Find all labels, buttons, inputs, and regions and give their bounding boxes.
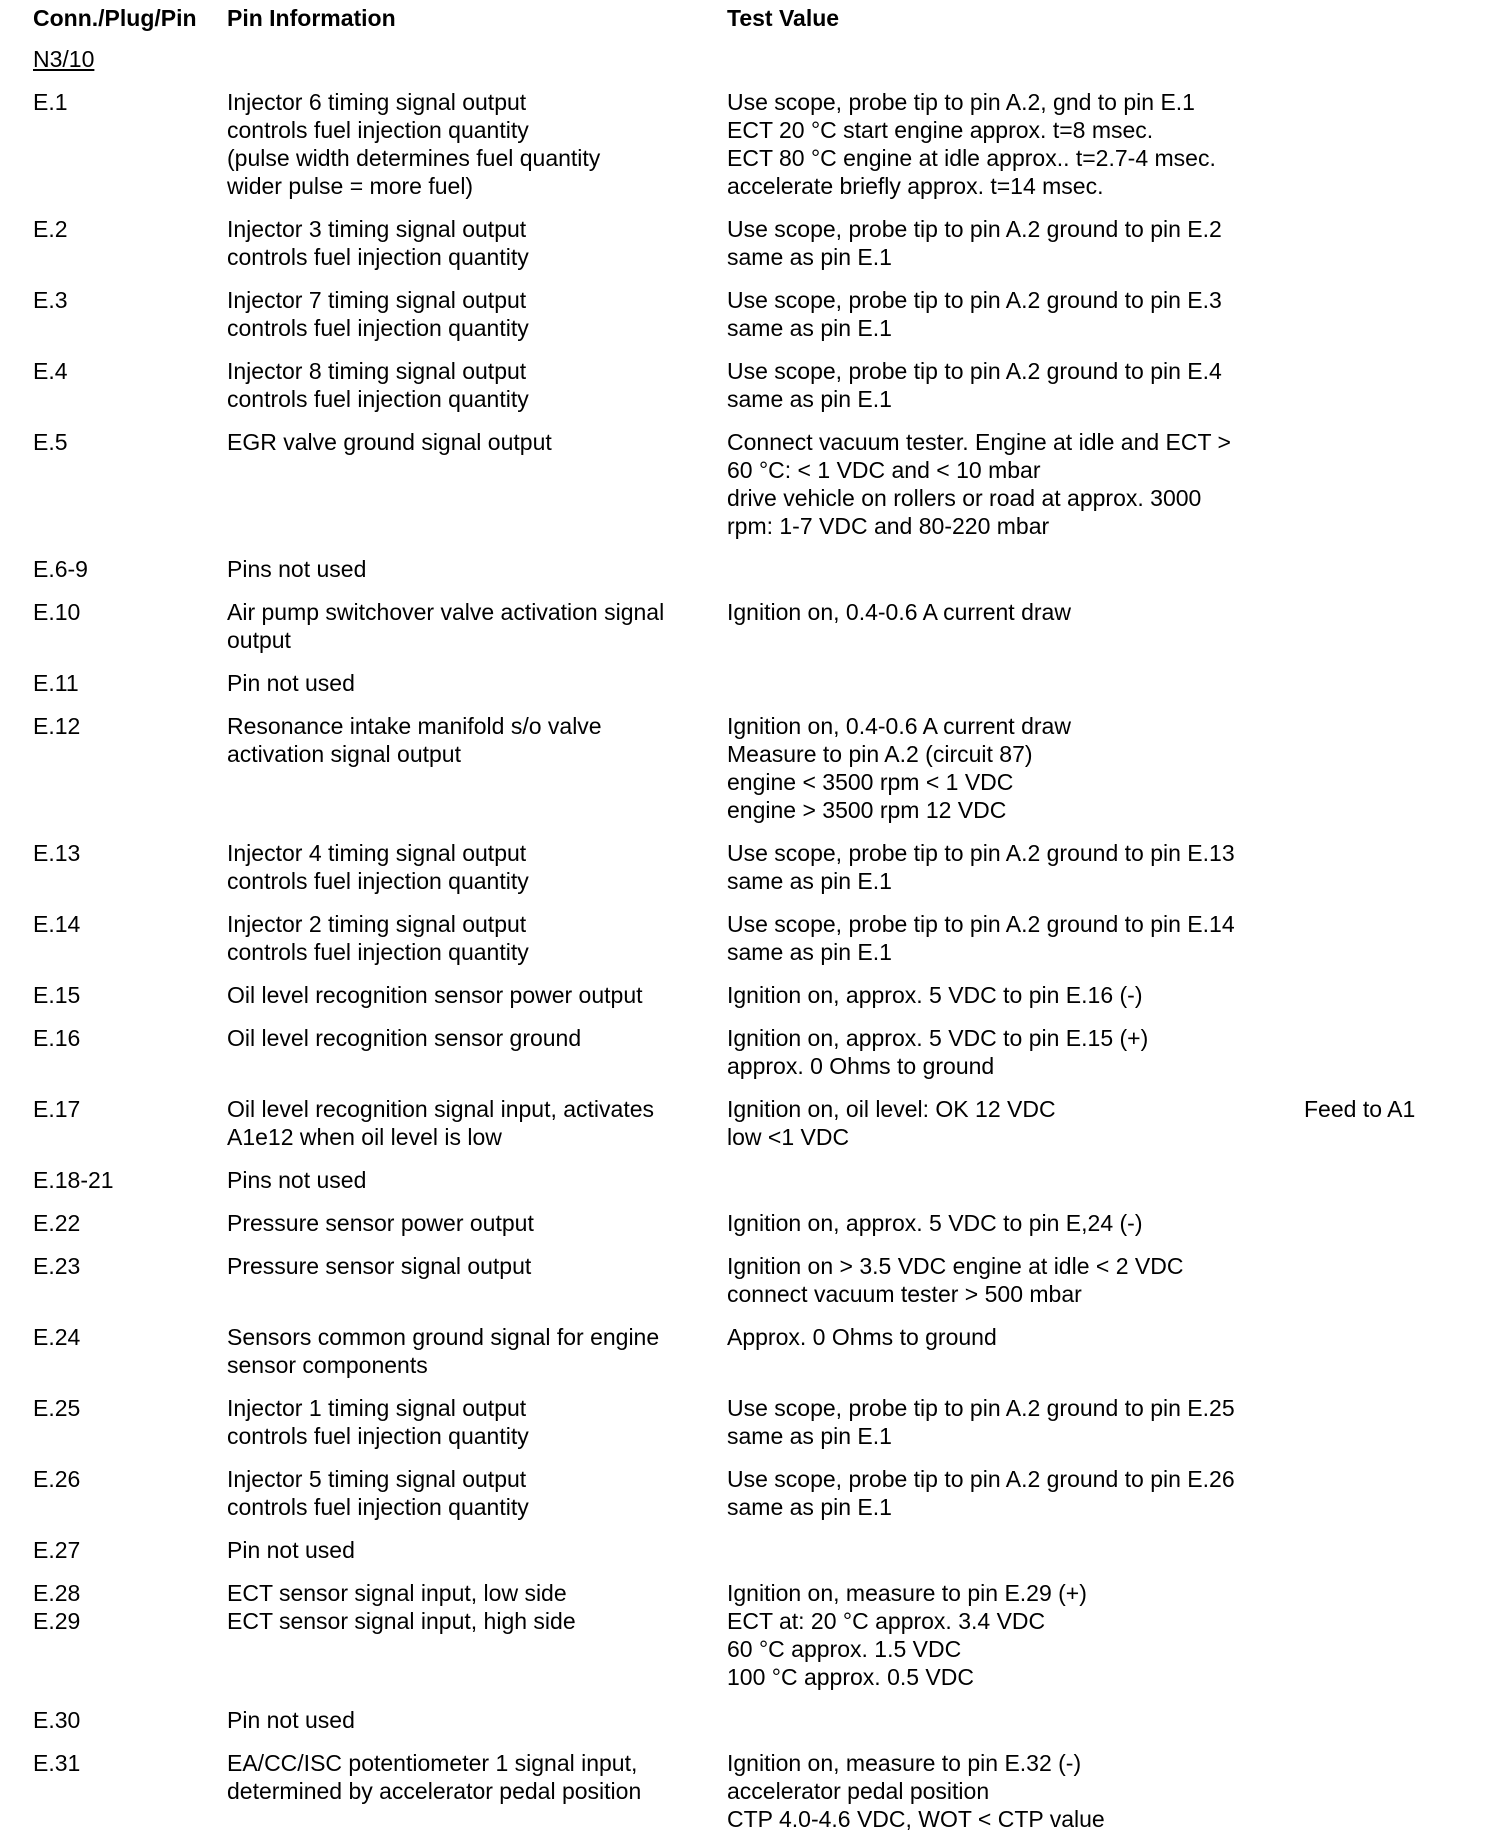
pin-cell: E.18-21 (33, 1167, 114, 1193)
pin-cell: E.6-9 (33, 556, 88, 582)
pin-cell: E.22 (33, 1210, 81, 1236)
pin-info-cell: Oil level recognition sensor ground (227, 1025, 582, 1051)
table-row (0, 428, 1504, 540)
pin-cell: E.13 (33, 840, 81, 866)
pin-info-cell: Sensors common ground signal for engine sensor components (227, 1324, 660, 1378)
pin-info-cell: Oil level recognition sensor power output (227, 982, 643, 1008)
pin-cell: E.12 (33, 713, 81, 739)
table-row (0, 1095, 1504, 1151)
test-value-cell: Ignition on, 0.4-0.6 A current draw Measure to pin A.2 (circuit 87) engine < 3500 rpm < 1 VDC engine > 3500 rpm 12 VDC (727, 713, 1071, 823)
pin-cell: E.11 (33, 670, 79, 696)
pin-info-cell: Pressure sensor signal output (227, 1253, 532, 1279)
test-value-cell: Use scope, probe tip to pin A.2 ground to pin E.3 same as pin E.1 (727, 287, 1222, 341)
test-value-cell: Approx. 0 Ohms to ground (727, 1324, 997, 1350)
pin-cell: E.31 (33, 1750, 81, 1776)
table-row (0, 1706, 1504, 1734)
pin-cell: E.2 (33, 216, 68, 242)
test-value-cell: Ignition on, approx. 5 VDC to pin E,24 (-) (727, 1210, 1143, 1236)
pin-cell: E.17 (33, 1096, 81, 1122)
connector-group-label: N3/10 (33, 46, 95, 72)
pin-cell: E.28 E.29 (33, 1580, 81, 1634)
table-row (0, 555, 1504, 583)
table-row (0, 1394, 1504, 1450)
table-row (0, 910, 1504, 966)
pin-cell: E.1 (33, 89, 68, 115)
table-row (0, 981, 1504, 1009)
pin-cell: E.5 (33, 429, 68, 455)
pin-info-cell: EA/CC/ISC potentiometer 1 signal input, determined by accelerator pedal position (227, 1750, 642, 1804)
pin-info-cell: Injector 5 timing signal output controls fuel injection quantity (227, 1466, 529, 1520)
test-value-cell: Use scope, probe tip to pin A.2 ground to pin E.13 same as pin E.1 (727, 840, 1235, 894)
pin-table (0, 88, 1504, 1848)
pin-info-cell: Pin not used (227, 1537, 355, 1563)
test-value-cell: Ignition on > 3.5 VDC engine at idle < 2 VDC connect vacuum tester > 500 mbar (727, 1253, 1184, 1307)
pin-info-cell: Injector 4 timing signal output controls fuel injection quantity (227, 840, 529, 894)
test-value-cell: Ignition on, approx. 5 VDC to pin E.15 (+) approx. 0 Ohms to ground (727, 1025, 1149, 1079)
pin-info-cell: Injector 6 timing signal output controls fuel injection quantity (pulse width determines fuel quantity wider pulse = more fuel) (227, 89, 601, 199)
pin-info-cell: Injector 8 timing signal output controls fuel injection quantity (227, 358, 529, 412)
table-row (0, 357, 1504, 413)
pin-cell: E.30 (33, 1707, 81, 1733)
table-row (0, 1465, 1504, 1521)
pin-cell: E.15 (33, 982, 81, 1008)
test-value-cell: Ignition on, approx. 5 VDC to pin E.16 (-) (727, 982, 1143, 1008)
pin-info-cell: Resonance intake manifold s/o valve activation signal output (227, 713, 602, 767)
pin-cell: E.14 (33, 911, 81, 937)
pin-info-cell: Pressure sensor power output (227, 1210, 534, 1236)
header-pin-information: Pin Information (227, 5, 396, 31)
pin-cell: E.23 (33, 1253, 81, 1279)
pin-cell: E.16 (33, 1025, 81, 1051)
table-row (0, 1323, 1504, 1379)
test-value-cell: Use scope, probe tip to pin A.2 ground to pin E.2 same as pin E.1 (727, 216, 1222, 270)
table-row (0, 1209, 1504, 1237)
table-row (0, 1749, 1504, 1833)
test-value-cell: Ignition on, oil level: OK 12 VDC low <1 VDC (727, 1096, 1056, 1150)
pin-info-cell: Injector 3 timing signal output controls fuel injection quantity (227, 216, 529, 270)
header-test-value: Test Value (727, 5, 840, 31)
test-value-cell: Use scope, probe tip to pin A.2 ground to pin E.26 same as pin E.1 (727, 1466, 1235, 1520)
pin-info-cell: Injector 1 timing signal output controls fuel injection quantity (227, 1395, 529, 1449)
pin-info-cell: Injector 2 timing signal output controls fuel injection quantity (227, 911, 529, 965)
table-row (0, 286, 1504, 342)
test-value-cell: Ignition on, measure to pin E.29 (+) ECT at: 20 °C approx. 3.4 VDC 60 °C approx. 1.5 VDC 100 °C approx. 0.5 VDC (727, 1580, 1087, 1690)
header-conn-plug-pin: Conn./Plug/Pin (33, 5, 197, 31)
pin-cell: E.4 (33, 358, 68, 384)
pin-info-cell: Oil level recognition signal input, activates A1e12 when oil level is low (227, 1096, 655, 1150)
pin-cell: E.25 (33, 1395, 81, 1421)
table-row (0, 1166, 1504, 1194)
note-cell: Feed to A1 (1304, 1096, 1416, 1122)
pin-info-cell: Pins not used (227, 556, 367, 582)
pin-cell: E.10 (33, 599, 81, 625)
table-row (0, 1024, 1504, 1080)
table-header (0, 4, 1504, 34)
table-row (0, 88, 1504, 200)
pin-info-cell: Air pump switchover valve activation signal output (227, 599, 665, 653)
table-row (0, 1536, 1504, 1564)
pin-info-cell: Pin not used (227, 670, 355, 696)
table-row (0, 712, 1504, 824)
test-value-cell: Ignition on, 0.4-0.6 A current draw (727, 599, 1071, 625)
test-value-cell: Connect vacuum tester. Engine at idle and ECT > 60 °C: < 1 VDC and < 10 mbar drive vehicle on rollers or road at approx. 3000 rpm: 1-7 VDC and 80-220 mbar (727, 429, 1231, 539)
pin-info-cell: Injector 7 timing signal output controls fuel injection quantity (227, 287, 529, 341)
pin-info-cell: Pin not used (227, 1707, 355, 1733)
test-value-cell: Use scope, probe tip to pin A.2 ground to pin E.4 same as pin E.1 (727, 358, 1222, 412)
pin-cell: E.24 (33, 1324, 81, 1350)
pin-cell: E.27 (33, 1537, 81, 1563)
pin-info-cell: ECT sensor signal input, low side ECT sensor signal input, high side (227, 1580, 576, 1634)
pin-info-cell: Pins not used (227, 1167, 367, 1193)
table-row (0, 215, 1504, 271)
test-value-cell: Use scope, probe tip to pin A.2 ground to pin E.25 same as pin E.1 (727, 1395, 1235, 1449)
test-value-cell: Ignition on, measure to pin E.32 (-) accelerator pedal position CTP 4.0-4.6 VDC, WOT < CTP value (727, 1750, 1105, 1832)
table-row (0, 669, 1504, 697)
table-row (0, 839, 1504, 895)
table-row (0, 1579, 1504, 1691)
pin-cell: E.3 (33, 287, 68, 313)
table-row (0, 598, 1504, 654)
test-value-cell: Use scope, probe tip to pin A.2, gnd to pin E.1 ECT 20 °C start engine approx. t=8 msec. ECT 80 °C engine at idle approx.. t=2.7-4 msec. accelerate briefly approx. t=14 msec. (727, 89, 1216, 199)
pin-info-cell: EGR valve ground signal output (227, 429, 552, 455)
table-row (0, 1252, 1504, 1308)
test-value-cell: Use scope, probe tip to pin A.2 ground to pin E.14 same as pin E.1 (727, 911, 1235, 965)
pin-cell: E.26 (33, 1466, 81, 1492)
